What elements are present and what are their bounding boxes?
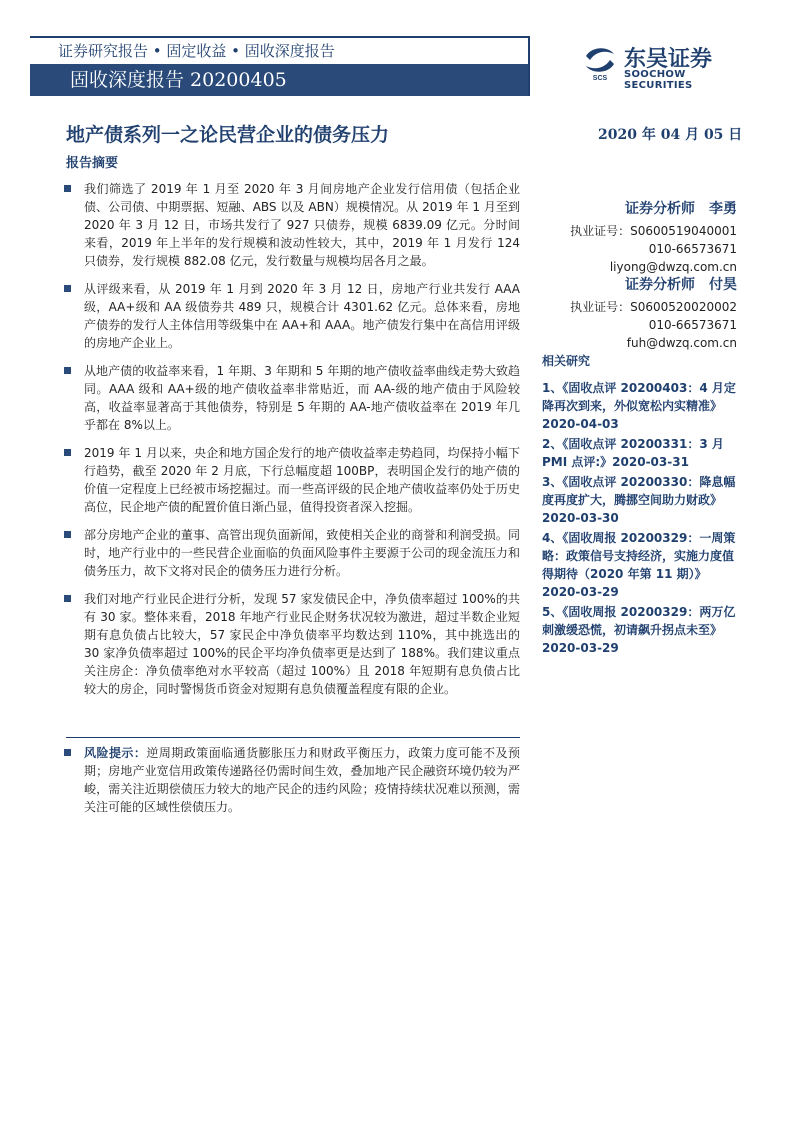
related-research (542, 352, 742, 659)
related-research-title: 相关研究 (542, 354, 591, 368)
risk-text: 逆周期政策面临通货膨胀压力和财政平衡压力，政策力度可能不及预期；房地产业宽信用政策传递路径仍需时间生效，叠加地产民企融资环境仍较为严峻，需关注近期偿债压力较大的地产民企的违约风险；疫情持续状况难以预测，需关注可能的区域性偿债压力。 (84, 746, 520, 814)
analyst-phone: 010-66573671 (648, 318, 737, 332)
summary-paragraph (66, 362, 520, 434)
related-research-item[interactable]: 4、《固收周报 20200329：一周策略：政策信号支持经济，实施力度值得期待（2020 年第 11 期）》2020-03-29 (542, 531, 736, 599)
logo-english-name: SOOCHOW SECURITIES (624, 69, 693, 91)
related-research-item[interactable]: 1、《固收点评 20200403：4 月定降再次到来，外似宽松内实精准》2020-04-03 (542, 381, 736, 431)
square-bullet-icon (64, 185, 71, 192)
square-bullet-icon (64, 367, 71, 374)
page-title: 地产债系列一之论民营企业的债务压力 (66, 124, 390, 146)
related-research-item[interactable]: 2、《固收点评 20200331：3 月 PMI 点评:》2020-03-31 (542, 437, 724, 469)
paragraph-text: 从评级来看，从 2019 年 1 月到 2020 年 3 月 12 日，房地产行业共发行 AAA 级，AA+级和 AA 级债券共 489 只，规模合计 4301.62 亿元。总体来看，房地产债券的发行人主体信用等级集中在 AA+和 AAA。地产债发行集中在高信用评级的房地产企业上。 (84, 282, 520, 350)
risk-label: 风险提示： (84, 746, 147, 760)
analyst-panel (565, 200, 737, 352)
paragraph-text: 部分房地产企业的董事、高管出现负面新闻，致使相关企业的商誉和利润受损。同时，地产行业中的一些民营企业面临的负面风险事件主要源于公司的现金流压力和债务压力，故下文将对民企的债务压力进行分析。 (84, 528, 520, 578)
paragraph-text: 2019 年 1 月以来，央企和地方国企发行的地产债收益率走势趋同，均保持小幅下行趋势，截至 2020 年 2 月底，下行总幅度超 100BP，表明国企发行的地产债的价值一定程度上已经被市场挖掘过。而一些高评级的民企地产债收益率仍处于历史高位，民企地产债的配置价值日渐凸显，值得投资者深入挖掘。 (84, 446, 520, 514)
analyst-cert: 执业证号：S0600520020002 (570, 300, 737, 314)
report-type-bar: 固收深度报告 20200405 (30, 64, 528, 96)
square-bullet-icon (64, 449, 71, 456)
analyst-name: 证券分析师 付昊 (625, 277, 737, 293)
square-bullet-icon (64, 285, 71, 292)
paragraph-text: 我们筛选了 2019 年 1 月至 2020 年 3 月间房地产企业发行信用债（包括企业债、公司债、中期票据、短融、ABS 以及 ABN）规模情况。从 2019 年 1 月至到 2020 年 3 月 12 日，市场共发行了 927 只债券，规模 6839.09 亿元。分时间来看，2019 年上半年的发行规模和波动性较大，其中，2019 年 1 月发行 124 只债券，发行规模 882.08 亿元，发行数量与规模均居各月之最。 (84, 182, 520, 268)
report-breadcrumb: 证券研究报告 • 固定收益 • 固收深度报告 (30, 36, 528, 62)
square-bullet-icon (64, 749, 71, 756)
summary-paragraph (66, 526, 520, 580)
related-research-item[interactable]: 3、《固收点评 20200330：降息幅度再度扩大，腾挪空间助力财政》2020-03-30 (542, 475, 736, 525)
analyst-cert: 执业证号：S0600519040001 (570, 224, 737, 238)
risk-paragraph (66, 744, 520, 816)
analyst-phone: 010-66573671 (648, 242, 737, 256)
logo-mark-text: SCS (592, 75, 608, 82)
summary-paragraph (66, 444, 520, 516)
header-divider (528, 36, 530, 96)
soochow-logo-icon (580, 42, 620, 82)
summary-heading: 报告摘要 (66, 156, 119, 171)
paragraph-text: 我们对地产行业民企进行分析，发现 57 家发债民企中，净负债率超过 100%的共有 30 家。整体来看，2018 年地产行业民企财务状况较为激进，超过半数企业短期有息负债占比较大，57 家民企中净负债率平均数达到 110%，其中挑选出的 30 家净负债率超过 100%的民企平均净负债率更是达到了 188%。我们建议重点关注房企：净负债率绝对水平较高（超过 100%）且 2018 年短期有息负债占比较大的房企，同时警惕货币资金对短期有息负债覆盖程度有限的企业。 (84, 592, 520, 696)
related-research-item[interactable]: 5、《固收周报 20200329：两万亿刺激缓恐慌，初请飙升拐点未至》2020-03-29 (542, 605, 736, 655)
company-logo (580, 42, 750, 91)
report-date: 2020 年 04 月 05 日 (598, 127, 743, 143)
summary-paragraph (66, 280, 520, 352)
paragraph-text: 从地产债的收益率来看，1 年期、3 年期和 5 年期的地产债收益率曲线走势大致趋同。AAA 级和 AA+级的地产债收益率非常贴近，而 AA-级的地产债由于风险较高，收益率显著高于其他债券，特别是 5 年期的 AA-地产债收益率在 2019 年几乎都在 8%以上。 (84, 364, 520, 432)
analyst-email[interactable]: fuh@dwzq.com.cn (626, 336, 737, 350)
logo-chinese-name: 东吴证券 (624, 47, 713, 72)
square-bullet-icon (64, 531, 71, 538)
analyst-email[interactable]: liyong@dwzq.com.cn (609, 260, 737, 274)
analyst-name: 证券分析师 李勇 (625, 201, 737, 217)
summary-body (66, 180, 520, 708)
analyst-card (565, 200, 737, 276)
summary-paragraph (66, 180, 520, 270)
analyst-card (565, 276, 737, 352)
risk-warning (66, 737, 520, 826)
summary-paragraph (66, 590, 520, 698)
square-bullet-icon (64, 595, 71, 602)
